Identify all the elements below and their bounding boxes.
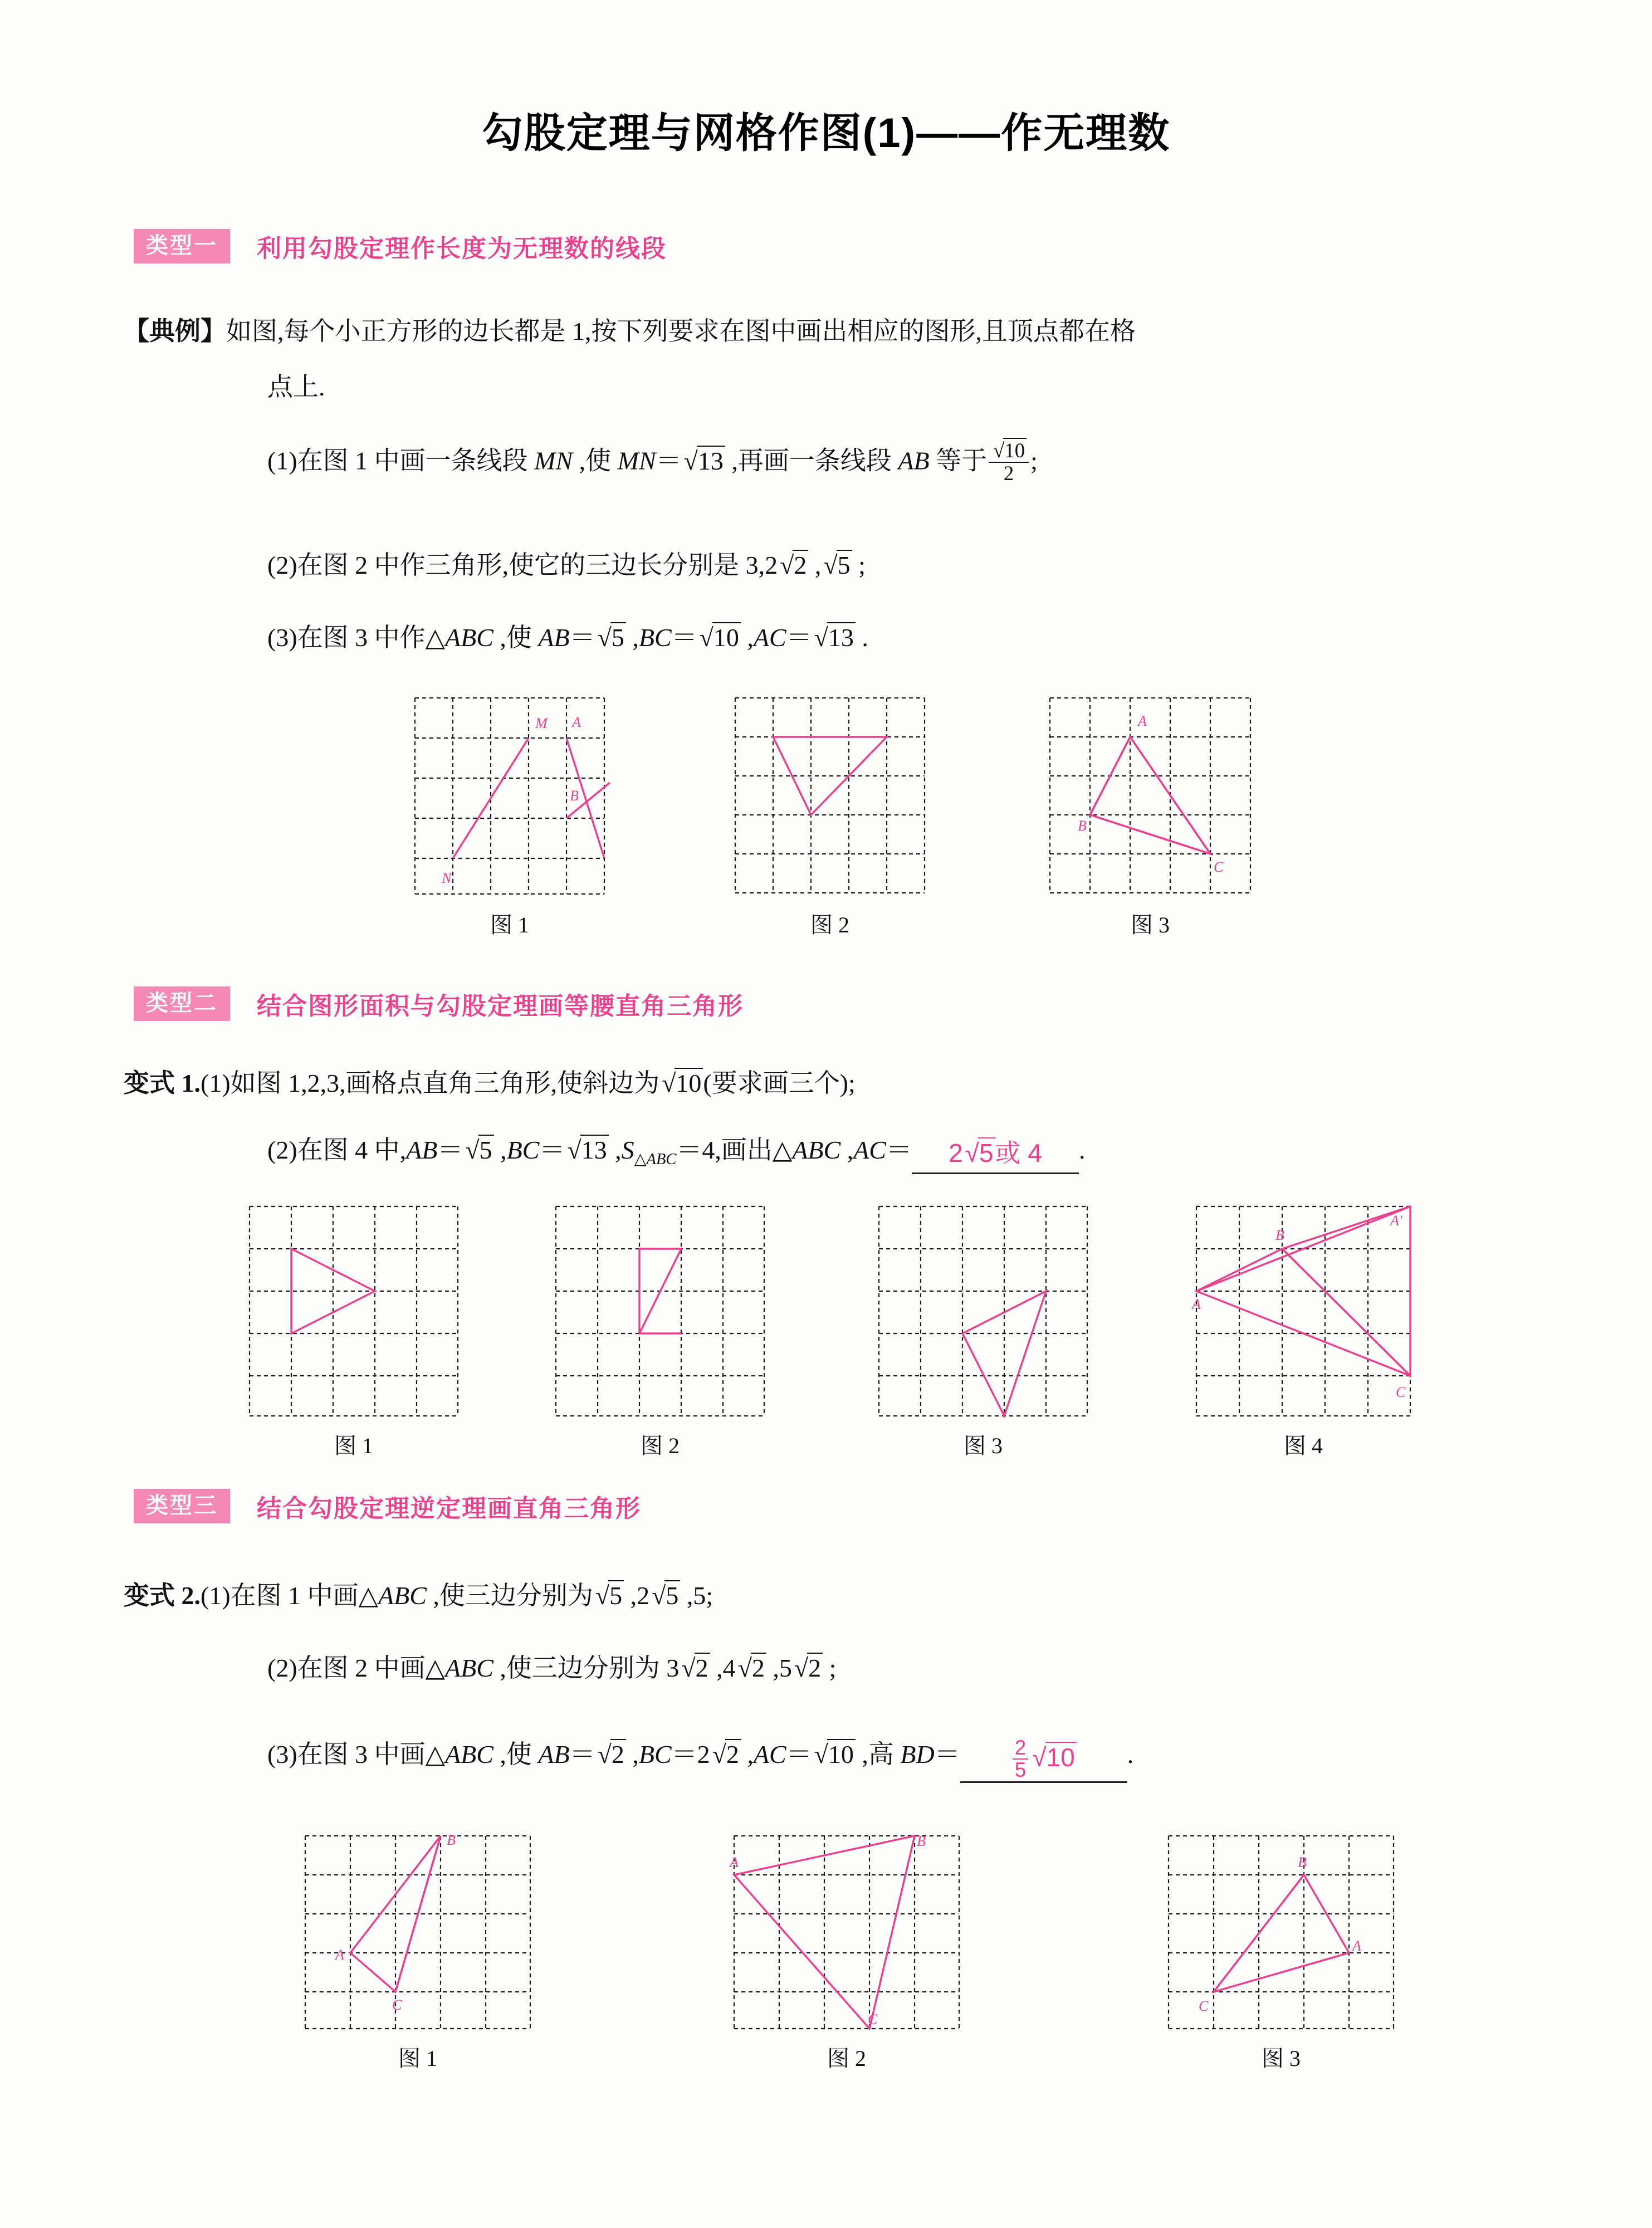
question-1-1 — [267, 440, 1038, 484]
q3-3-end: . — [1127, 1740, 1134, 1768]
q3-1-radical-5b: √5 — [649, 1576, 680, 1615]
question-2-1 — [124, 1064, 856, 1102]
answer-ac-coef: 2 — [949, 1139, 963, 1167]
q2-2-a: (2)在图 4 中, — [267, 1136, 407, 1164]
q1-2-b: , — [808, 551, 822, 579]
grid-s3-2 — [730, 1833, 964, 2033]
q1-2-radicand-a: 2 — [793, 550, 808, 579]
label-A: A — [1192, 1296, 1201, 1312]
question-2-2 — [267, 1131, 1085, 1174]
q2-1-radicand: 10 — [675, 1068, 703, 1097]
q3-3-radical-ac: √10 — [812, 1735, 856, 1773]
q1-3-a: (3)在图 3 中作△ — [267, 623, 446, 652]
q3-1-a: (1)在图 1 中画△ — [201, 1581, 379, 1610]
figure-s2-1 — [245, 1203, 462, 1460]
section-header-3 — [134, 1488, 641, 1524]
q3-3-radicand-ac: 10 — [827, 1739, 856, 1768]
q1-3-abc: ABC — [445, 623, 493, 652]
q1-3-radicand-ab: 5 — [610, 622, 626, 652]
label-A: A — [730, 1854, 739, 1870]
section-title-3: 结合勾股定理逆定理画直角三角形 — [257, 1495, 641, 1522]
q1-1-frac-num-radicand: 10 — [1003, 438, 1027, 462]
figure-caption-s3-1: 图 1 — [398, 2046, 437, 2071]
grid-s2-2 — [551, 1203, 769, 1420]
q3-2-e: ; — [823, 1654, 837, 1682]
figure-caption-s1-1: 图 1 — [490, 912, 529, 937]
section-header-1 — [134, 228, 667, 264]
q1-1-var-mn2: MN — [617, 446, 656, 475]
q3-3-b: ,使 — [493, 1740, 539, 1768]
q3-3-radical-ab: √2 — [595, 1735, 626, 1773]
grid-s1-1 — [409, 693, 610, 900]
figure-s2-3 — [874, 1203, 1092, 1460]
grid-s3-1 — [301, 1833, 535, 2033]
q1-3-radical-ac: √13 — [812, 618, 856, 657]
q1-1-frac-den: 2 — [989, 462, 1029, 485]
q1-3-radical-bc: √10 — [697, 618, 741, 657]
question-3-2 — [267, 1649, 836, 1687]
q2-1-radical-10: √10 — [659, 1064, 703, 1102]
q3-1-b: ,使三边分别为 — [426, 1581, 593, 1610]
figure-s3-3 — [1164, 1833, 1398, 2073]
figure-s2-4 — [1192, 1203, 1415, 1460]
q2-2-area-sub: △ABC — [634, 1150, 677, 1168]
q3-1-radicand-b: 5 — [664, 1580, 680, 1610]
q3-3-c: , — [625, 1740, 639, 1768]
q3-3-e: ,高 — [855, 1740, 901, 1768]
figure-s3-1 — [301, 1833, 535, 2073]
q2-2-c: , — [608, 1136, 622, 1164]
q2-2-radical-ab: √5 — [463, 1131, 493, 1169]
q2-1-a: (1)如图 1,2,3,画格点直角三角形,使斜边为 — [201, 1069, 660, 1097]
q3-1-radicand-a: 5 — [608, 1580, 624, 1610]
q3-2-d: ,5 — [766, 1654, 792, 1682]
q3-2-radicand-b: 2 — [751, 1653, 766, 1682]
label-A-prime: A′ — [1390, 1213, 1402, 1229]
question-1-2 — [267, 546, 866, 584]
q3-2-b: ,使三边分别为 3 — [493, 1654, 680, 1682]
variant-2-label: 变式 2. — [124, 1581, 201, 1610]
q3-2-radical-a: √2 — [679, 1649, 710, 1687]
q3-3-abc: ABC — [445, 1740, 493, 1768]
question-3-3 — [267, 1735, 1133, 1783]
q3-3-radical-bc: √2 — [710, 1735, 741, 1773]
q3-3-eq1: ＝ — [569, 1740, 595, 1768]
q1-3-radicand-ac: 13 — [827, 622, 856, 652]
label-B: B — [570, 788, 579, 804]
grid-s2-1 — [245, 1203, 462, 1420]
q1-3-b: ,使 — [493, 623, 539, 652]
label-A: A — [572, 714, 581, 730]
q3-2-radical-c: √2 — [792, 1649, 823, 1687]
label-B: B — [447, 1833, 456, 1848]
label-A: A — [1352, 1938, 1361, 1954]
grid-s1-2 — [730, 693, 930, 900]
q2-2-radicand-ab: 5 — [478, 1135, 494, 1164]
label-C: C — [1214, 859, 1224, 875]
q1-3-radical-ab: √5 — [595, 618, 626, 657]
grid-s3-3 — [1164, 1833, 1398, 2033]
label-N: N — [442, 870, 452, 886]
figure-caption-s2-3: 图 3 — [964, 1433, 1003, 1458]
answer-bd-frac-den: 5 — [1013, 1758, 1028, 1781]
q3-3-a: (3)在图 3 中画△ — [267, 1740, 446, 1768]
q2-2-d: , — [840, 1136, 854, 1164]
example-lead-line2: 点上. — [267, 373, 325, 401]
q2-2-eq2: ＝ — [539, 1136, 565, 1164]
example-lead-text: 如图,每个小正方形的边长都是 1,按下列要求在图中画出相应的图形,且顶点都在格 — [226, 317, 1136, 345]
q2-2-eq1: ＝ — [437, 1136, 463, 1164]
q1-1-mid: ,使 — [573, 446, 618, 475]
q3-3-eq3: ＝ — [786, 1740, 812, 1768]
q1-3-ac: AC — [753, 623, 786, 652]
grid-s1-3 — [1044, 693, 1256, 900]
label-C: C — [1396, 1384, 1406, 1400]
q1-3-ab: AB — [538, 623, 570, 652]
q3-1-abc: ABC — [378, 1581, 427, 1610]
section-title-1: 利用勾股定理作长度为无理数的线段 — [257, 235, 667, 262]
q3-3-ac: AC — [753, 1740, 786, 1768]
example-lead-line1 — [124, 312, 1136, 350]
q2-2-eq3: ＝4,画出△ — [676, 1136, 793, 1164]
figure-caption-s2-2: 图 2 — [641, 1433, 680, 1458]
q1-1-prefix: (1)在图 1 中画一条线段 — [267, 446, 535, 475]
section-title-2: 结合图形面积与勾股定理画等腰直角三角形 — [257, 993, 744, 1020]
q3-3-bd: BD — [900, 1740, 935, 1768]
q1-3-e: . — [855, 623, 868, 652]
q1-3-eq2: ＝ — [671, 623, 697, 652]
q1-2-radical-5: √5 — [821, 546, 852, 584]
q1-2-a: (2)在图 2 中作三角形,使它的三边长分别是 3,2 — [267, 551, 778, 579]
answer-bd-radical: √10 — [1030, 1738, 1076, 1777]
q1-1-eq: ＝ — [656, 446, 682, 475]
section-header-2 — [134, 986, 744, 1022]
section-badge-1: 类型一 — [134, 229, 230, 263]
figure-s1-1 — [409, 693, 610, 939]
label-B: B — [1275, 1227, 1284, 1243]
q1-3-radicand-bc: 10 — [712, 622, 741, 652]
figure-s2-2 — [551, 1203, 769, 1460]
q3-2-abc: ABC — [445, 1654, 493, 1682]
q1-1-tail2: 等于 — [929, 446, 988, 475]
q2-2-ac: AC — [853, 1136, 886, 1164]
figure-caption-s1-2: 图 2 — [810, 912, 849, 937]
q3-3-eq4: ＝ — [934, 1740, 960, 1768]
figure-caption-s2-1: 图 1 — [334, 1433, 373, 1458]
figure-caption-s3-3: 图 3 — [1262, 2046, 1301, 2071]
section-badge-3: 类型三 — [134, 1489, 230, 1523]
q1-1-frac-num: √10 — [989, 440, 1029, 462]
q1-2-radicand-b: 5 — [837, 550, 852, 579]
q1-1-radicand: 13 — [697, 446, 725, 475]
q1-3-eq1: ＝ — [569, 623, 595, 652]
q1-1-tail: ,再画一条线段 — [725, 446, 898, 475]
grid-s2-4 — [1192, 1203, 1415, 1420]
answer-ac-radical: √5 — [963, 1134, 995, 1172]
question-1-3 — [267, 618, 868, 657]
q2-2-end: . — [1078, 1136, 1086, 1164]
answer-bd-frac-num: 2 — [1014, 1736, 1027, 1759]
figure-caption-s3-2: 图 2 — [827, 2046, 866, 2071]
figure-caption-s2-4: 图 4 — [1284, 1433, 1323, 1458]
label-C: C — [392, 1997, 402, 2013]
answer-ac-tail: 或 4 — [995, 1139, 1042, 1167]
q2-2-abc: ABC — [792, 1136, 841, 1164]
answer-blank-bd[interactable] — [960, 1737, 1127, 1783]
label-B: B — [1298, 1854, 1307, 1870]
label-A: A — [335, 1947, 344, 1963]
q2-2-bc: BC — [506, 1136, 540, 1164]
q1-1-var-ab: AB — [898, 446, 930, 475]
q3-3-eq2: ＝2 — [671, 1740, 710, 1768]
figure-s3-2 — [730, 1833, 964, 2073]
q2-2-ab: AB — [406, 1136, 438, 1164]
q3-2-c: ,4 — [710, 1654, 736, 1682]
q3-3-radicand-bc: 2 — [725, 1739, 741, 1768]
q3-3-radicand-ab: 2 — [610, 1739, 626, 1768]
q1-1-end: ; — [1030, 446, 1038, 475]
q3-2-radicand-a: 2 — [695, 1653, 710, 1682]
example-label: 【典例】 — [124, 317, 226, 345]
page-title: 勾股定理与网格作图(1)——作无理数 — [481, 110, 1171, 156]
label-B: B — [1078, 818, 1087, 834]
q2-2-radical-bc: √13 — [565, 1131, 608, 1169]
figure-s1-2 — [730, 693, 930, 939]
q3-3-d: , — [740, 1740, 754, 1768]
label-C: C — [1199, 1998, 1209, 2014]
q2-1-b: (要求画三个); — [703, 1069, 856, 1097]
q3-2-a: (2)在图 2 中画△ — [267, 1654, 446, 1682]
q1-2-radical-2: √2 — [778, 546, 808, 584]
label-B: B — [917, 1833, 926, 1849]
label-C: C — [868, 2011, 878, 2027]
q1-3-c: , — [625, 623, 639, 652]
label-A: A — [1138, 713, 1147, 729]
q1-3-d: , — [740, 623, 754, 652]
grid-s2-3 — [874, 1203, 1092, 1420]
answer-bd-radicand: 10 — [1045, 1742, 1077, 1772]
q2-2-area-sym: S — [621, 1136, 634, 1164]
answer-ac-radicand: 5 — [978, 1137, 995, 1167]
label-M: M — [535, 715, 548, 731]
variant-1-label: 变式 1. — [124, 1069, 201, 1097]
q2-2-b: , — [493, 1136, 507, 1164]
answer-bd-fraction — [1013, 1737, 1028, 1781]
q1-1-var-mn: MN — [534, 446, 573, 475]
question-3-1 — [124, 1576, 713, 1615]
figure-caption-s1-3: 图 3 — [1131, 912, 1170, 937]
q1-3-eq3: ＝ — [786, 623, 812, 652]
q3-2-radical-b: √2 — [736, 1649, 766, 1687]
q2-2-eq4: ＝ — [886, 1136, 912, 1164]
q1-1-fraction — [989, 440, 1029, 484]
q1-3-bc: BC — [638, 623, 672, 652]
q1-1-radical-13: √13 — [682, 442, 725, 480]
q3-2-radicand-c: 2 — [807, 1653, 823, 1682]
q1-2-c: ; — [852, 551, 866, 579]
q3-3-bc: BC — [638, 1740, 672, 1768]
q3-3-ab: AB — [538, 1740, 570, 1768]
q3-1-c: ,2 — [624, 1581, 650, 1610]
q3-1-d: ,5; — [680, 1581, 713, 1610]
figure-s1-3 — [1044, 693, 1256, 939]
q3-1-radical-5: √5 — [593, 1576, 624, 1615]
section-badge-2: 类型二 — [134, 986, 230, 1021]
q2-2-radicand-bc: 13 — [580, 1135, 609, 1164]
answer-blank-ac[interactable] — [912, 1134, 1079, 1174]
